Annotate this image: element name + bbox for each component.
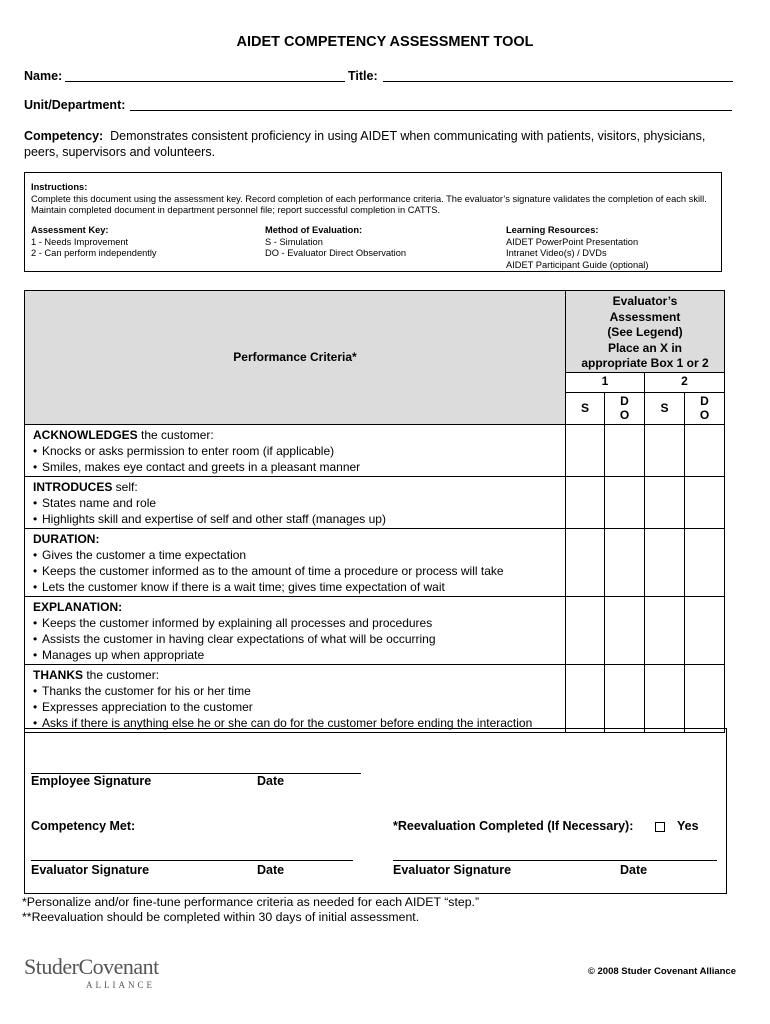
resources-item: Intranet Video(s) / DVDs	[506, 248, 607, 259]
criteria-bullet: • Gives the customer a time expectation	[33, 547, 561, 563]
criteria-cell	[25, 476, 566, 528]
criteria-bullet: • Manages up when appropriate	[33, 647, 561, 663]
box-2-do-checkbox[interactable]	[685, 596, 725, 664]
copyright: © 2008 Studer Covenant Alliance	[587, 966, 736, 977]
criteria-row	[25, 664, 725, 732]
yes-option[interactable]	[655, 819, 699, 833]
evaluator-header-line: Evaluator’s	[612, 294, 678, 308]
evaluator-date-label-2: Date	[620, 863, 648, 877]
do-d: D	[620, 394, 629, 408]
criteria-heading	[33, 531, 561, 547]
criteria-bullet: • Keeps the customer informed by explaining all processes and procedures	[33, 615, 561, 631]
criteria-row	[25, 596, 725, 664]
criteria-cell	[25, 528, 566, 596]
box-1-do-header	[605, 392, 645, 424]
studer-covenant-logo: StuderCovenant	[24, 954, 159, 979]
method-item: S - Simulation	[265, 236, 323, 247]
criteria-cell	[25, 664, 566, 732]
box-1-s-checkbox[interactable]	[566, 528, 605, 596]
box-2-do-checkbox[interactable]	[685, 528, 725, 596]
title-field[interactable]	[383, 69, 733, 82]
do-o: O	[699, 408, 710, 422]
criteria-step-name: THANKS	[33, 667, 83, 682]
employee-date-label: Date	[257, 774, 285, 788]
evaluator-header-line: appropriate Box 1 or 2	[581, 356, 709, 370]
box-2-do-checkbox[interactable]	[685, 664, 725, 732]
criteria-bullet: • Knocks or asks permission to enter room (if applicable)	[33, 443, 561, 459]
assessment-key	[31, 225, 157, 260]
box-1-s-checkbox[interactable]	[566, 596, 605, 664]
box-1-do-checkbox[interactable]	[605, 664, 645, 732]
criteria-cell	[25, 596, 566, 664]
criteria-heading	[33, 427, 561, 443]
yes-checkbox[interactable]	[655, 822, 665, 832]
footnote-1: *Personalize and/or fine-tune performance criteria as needed for each AIDET “step.”	[22, 895, 480, 909]
do-d: D	[700, 394, 709, 408]
box-2-do-checkbox[interactable]	[685, 424, 725, 476]
evaluator-date-label-1: Date	[257, 863, 285, 877]
box-2-header: 2	[645, 372, 725, 392]
box-2-s-header: S	[645, 392, 685, 424]
criteria-bullet: • Asks if there is anything else he or she can do for the customer before ending the interaction	[33, 715, 561, 731]
criteria-bullet: • Highlights skill and expertise of self and other staff (manages up)	[33, 511, 561, 527]
footnote-2: **Reevaluation should be completed within 30 days of initial assessment.	[22, 910, 420, 924]
instructions-text: Complete this document using the assessment key. Record completion of each performance criteria. The evaluator’s signature validates the completion of each skill. Maintain completed document in department personnel file; report successful completion in CATTS.	[31, 193, 707, 216]
signature-box	[24, 728, 727, 894]
assessment-key-heading: Assessment Key:	[31, 225, 109, 235]
box-1-do-checkbox[interactable]	[605, 424, 645, 476]
reevaluation-label: *Reevaluation Completed (If Necessary):	[393, 819, 634, 833]
do-o: O	[619, 408, 630, 422]
resources-heading: Learning Resources:	[506, 225, 599, 235]
method-heading: Method of Evaluation:	[265, 225, 363, 235]
criteria-row	[25, 476, 725, 528]
title-label: Title:	[348, 69, 378, 83]
box-1-s-checkbox[interactable]	[566, 424, 605, 476]
criteria-bullet: • Thanks the customer for his or her time	[33, 683, 561, 699]
criteria-step-name: EXPLANATION:	[33, 599, 123, 614]
competency-label: Competency:	[24, 129, 104, 143]
box-2-s-checkbox[interactable]	[645, 664, 685, 732]
employee-signature-label: Employee Signature	[31, 774, 152, 788]
criteria-heading	[33, 599, 561, 615]
evaluator-signature-label-2: Evaluator Signature	[393, 863, 512, 877]
criteria-step-name: ACKNOWLEDGES	[33, 427, 138, 442]
learning-resources	[506, 225, 648, 271]
criteria-row	[25, 424, 725, 476]
box-1-do-checkbox[interactable]	[605, 476, 645, 528]
criteria-bullet: • Keeps the customer informed as to the amount of time a procedure or process will take	[33, 563, 561, 579]
logo-alliance-text: ALLIANCE	[86, 980, 155, 990]
assessment-key-item: 1 - Needs Improvement	[31, 236, 129, 247]
box-1-s-checkbox[interactable]	[566, 476, 605, 528]
unit-field[interactable]	[130, 98, 732, 111]
criteria-bullet: • Assists the customer in having clear expectations of what will be occurring	[33, 631, 561, 647]
competency-text: Demonstrates consistent proficiency in using AIDET when communicating with patients, visitors, physicians, peers, supervisors and volunteers.	[24, 129, 706, 159]
name-field[interactable]	[65, 69, 345, 82]
competency-met-label: Competency Met:	[31, 819, 136, 833]
unit-label: Unit/Department:	[24, 98, 126, 112]
evaluator-signature-label-1: Evaluator Signature	[31, 863, 150, 877]
resources-item: AIDET Participant Guide (optional)	[506, 259, 649, 270]
criteria-body	[25, 424, 725, 732]
box-2-do-checkbox[interactable]	[685, 476, 725, 528]
box-2-s-checkbox[interactable]	[645, 596, 685, 664]
evaluator-signature-line-2[interactable]	[393, 860, 717, 861]
box-2-do-header	[685, 392, 725, 424]
criteria-step-suffix: the customer:	[83, 667, 160, 682]
criteria-cell	[25, 424, 566, 476]
criteria-step-name: DURATION:	[33, 531, 100, 546]
criteria-step-suffix: the customer:	[137, 427, 214, 442]
method-item: DO - Evaluator Direct Observation	[265, 248, 407, 259]
evaluator-assessment-header	[566, 291, 725, 373]
box-1-s-checkbox[interactable]	[566, 664, 605, 732]
evaluator-signature-line-1[interactable]	[31, 860, 353, 861]
criteria-step-suffix: self:	[112, 479, 138, 494]
box-1-s-header: S	[566, 392, 605, 424]
criteria-step-name: INTRODUCES	[33, 479, 113, 494]
page-title: AIDET COMPETENCY ASSESSMENT TOOL	[236, 34, 534, 50]
criteria-row	[25, 528, 725, 596]
box-2-s-checkbox[interactable]	[645, 476, 685, 528]
instructions-heading: Instructions:	[31, 182, 88, 192]
box-2-s-checkbox[interactable]	[645, 424, 685, 476]
box-1-do-checkbox[interactable]	[605, 596, 645, 664]
yes-label: Yes	[677, 819, 699, 833]
criteria-bullet: • States name and role	[33, 495, 561, 511]
evaluator-header-line: (See Legend)	[607, 325, 683, 339]
evaluator-header-line: Assessment	[609, 309, 681, 324]
criteria-bullet: • Lets the customer know if there is a wait time; gives time expectation of wait	[33, 579, 561, 595]
performance-criteria-header: Performance Criteria*	[25, 291, 566, 425]
box-2-s-checkbox[interactable]	[645, 528, 685, 596]
method-of-evaluation	[265, 225, 406, 260]
criteria-heading	[33, 667, 561, 683]
assessment-key-item: 2 - Can perform independently	[31, 248, 157, 259]
competency-statement	[24, 128, 714, 160]
name-label: Name:	[24, 69, 63, 83]
resources-item: AIDET PowerPoint Presentation	[506, 236, 639, 247]
evaluator-header-line: Place an X in	[607, 340, 683, 355]
performance-criteria-table	[24, 290, 725, 733]
criteria-heading	[33, 479, 561, 495]
box-1-header: 1	[566, 372, 645, 392]
instructions-box	[24, 172, 722, 272]
box-1-do-checkbox[interactable]	[605, 528, 645, 596]
criteria-bullet: • Expresses appreciation to the customer	[33, 699, 561, 715]
criteria-bullet: • Smiles, makes eye contact and greets in a pleasant manner	[33, 459, 561, 475]
